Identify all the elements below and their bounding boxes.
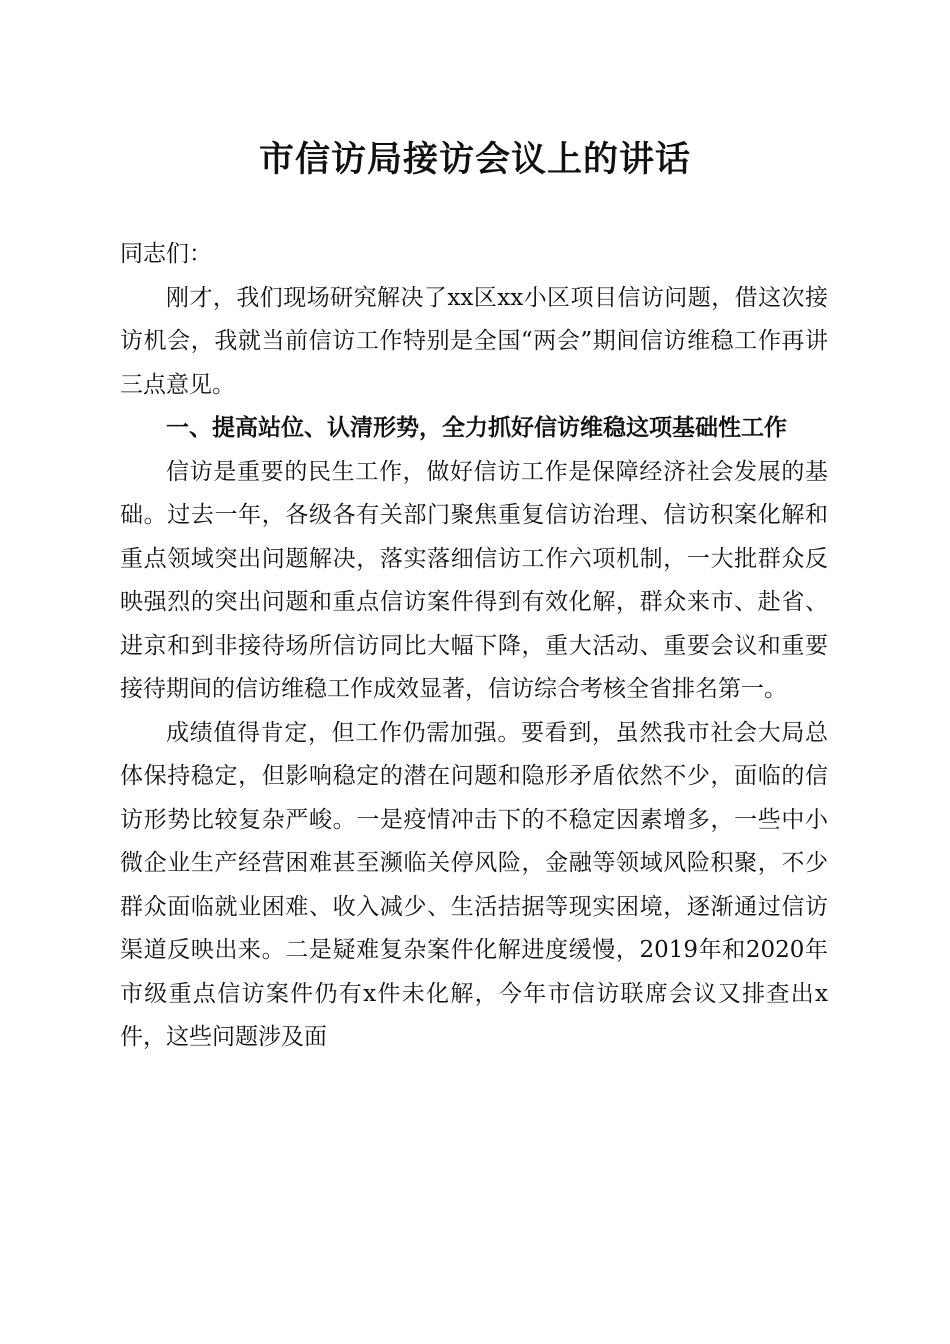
document-body bbox=[120, 233, 828, 1060]
paragraph-situation: 成绩值得肯定，但工作仍需加强。要看到，虽然我市社会大局总体保持稳定，但影响稳定的潜在问题和隐形矛盾依然不少，面临的信访形势比较复杂严峻。一是疫情冲击下的不稳定因素增多，一些中小微企业生产经营困难甚至濒临关停风险，金融等领域风险积聚，不少群众面临就业困难、收入减少、生活拮据等现实困境，逐渐通过信访渠道反映出来。二是疑难复杂案件化解进度缓慢，2019年和2020年市级重点信访案件仍有x件未化解，今年市信访联席会议又排查出x件，这些问题涉及面 bbox=[120, 719, 828, 1050]
paragraph-achievements: 信访是重要的民生工作，做好信访工作是保障经济社会发展的基础。过去一年，各级各有关部门聚焦重复信访治理、信访积案化解和重点领域突出问题解决，落实落细信访工作六项机制，一大批群众反映强烈的突出问题和重点信访案件得到有效化解，群众来市、赴省、进京和到非接待场所信访同比大幅下降，重大活动、重要会议和重要接待期间的信访维稳工作成效显著，信访综合考核全省排名第一。 bbox=[120, 458, 828, 702]
section-heading: 一、提高站位、认清形势，全力抓好信访维稳这项基础性工作 bbox=[166, 415, 787, 441]
paragraph-intro: 刚才，我们现场研究解决了xx区xx小区项目信访问题，借这次接访机会，我就当前信访工作特别是全国“两会”期间信访维稳工作再讲三点意见。 bbox=[120, 284, 828, 398]
document-title: 市信访局接访会议上的讲话 bbox=[258, 139, 691, 180]
salutation: 同志们： bbox=[120, 241, 212, 267]
